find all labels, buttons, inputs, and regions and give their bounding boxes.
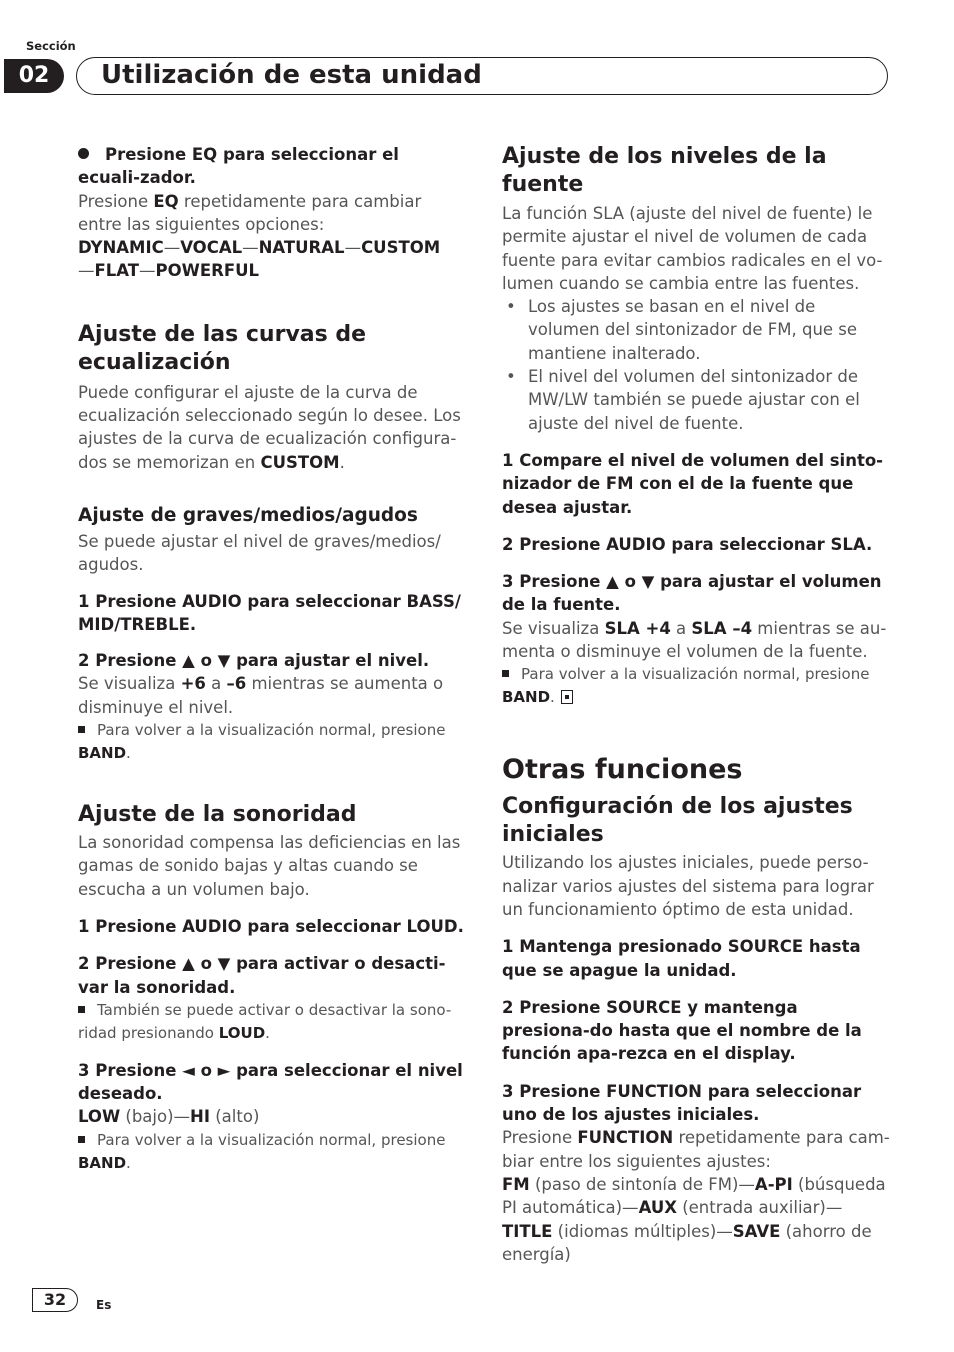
loud-levels: LOW (bajo)—HI (alto) — [78, 1107, 260, 1127]
loud-heading: Ajuste de la sonoridad — [78, 802, 357, 828]
loud-note-2: Para volver a la visualización normal, presione BAND. — [78, 1130, 446, 1172]
note-square-icon — [502, 670, 509, 677]
other-heading: Otras funciones — [502, 754, 743, 786]
loud-body: La sonoridad compensa las deficiencias en las gamas de sonido bajas y altas cuando se escucha a un volumen bajo. — [78, 833, 461, 899]
init-step-1: 1 Mantenga presionado SOURCE hasta que se apague la unidad. — [502, 937, 861, 980]
bullet-dot-icon — [78, 148, 89, 159]
init-body: Utilizando los ajustes iniciales, puede perso-nalizar varios ajustes del sistema para lograr un funcionamiento óptimo de esta unidad. — [502, 853, 874, 919]
sla-bullet-1: • Los ajustes se basan en el nivel de volumen del sintonizador de FM, que se mantiene inalterado. — [502, 295, 890, 365]
sla-step-3-body: Se visualiza SLA +4 a SLA –4 mientras se au-menta o disminuye el volumen de la fuente. — [502, 618, 887, 662]
tone-body: Se puede ajustar el nivel de graves/medios/ agudos. — [78, 531, 441, 575]
init-step-3: 3 Presione FUNCTION para seleccionar uno de los ajustes iniciales. — [502, 1081, 862, 1125]
init-heading: Configuración de los ajustes iniciales — [502, 794, 853, 848]
section-number: 02 — [4, 59, 64, 93]
loud-step-2: 2 Presione ▲ o ▼ para activar o desacti-var la sonoridad. — [78, 954, 446, 997]
sla-step-3: 3 Presione ▲ o ▼ para ajustar el volumen de la fuente. — [502, 572, 882, 615]
tone-step-2: 2 Presione ▲ o ▼ para ajustar el nivel. — [78, 651, 430, 671]
init-step-2: 2 Presione SOURCE y mantenga presiona-do hasta que el nombre de la función apa-rezca en el display. — [502, 997, 862, 1064]
left-column — [78, 143, 466, 1175]
sla-heading: Ajuste de los niveles de la fuente — [502, 144, 827, 197]
eq-body: Presione EQ repetidamente para cambiar entre las siguientes opciones: — [78, 191, 422, 234]
loud-note: También se puede activar o desactivar la sono-ridad presionando LOUD. — [78, 1000, 452, 1042]
sla-step-1: 1 Compare el nivel de volumen del sinto-nizador de FM con el de la fuente que desea ajustar. — [502, 450, 884, 517]
tone-note: Para volver a la visualización normal, presione BAND. — [78, 721, 446, 763]
sla-body: La función SLA (ajuste del nivel de fuente) le permite ajustar el nivel de volumen de cada fuente para evitar cambios radicales en el vo-lumen cuando se cambia entre las fuentes. — [502, 204, 883, 293]
section-label: Sección — [26, 39, 76, 53]
sla-bullet-2: • El nivel del volumen del sintonizador de MW/LW también se puede ajustar con el ajuste del nivel de fuente. — [502, 365, 890, 435]
init-options: FM (paso de sintonía de FM)—A-PI (búsqueda PI automática)—AUX (entrada auxiliar)—TITLE (idiomas múltiples)—SAVE (ahorro de energía) — [502, 1174, 886, 1264]
tone-step-2-body: Se visualiza +6 a –6 mientras se aumenta o disminuye el nivel. — [78, 674, 444, 717]
note-square-icon — [78, 1006, 85, 1013]
eq-options: DYNAMIC—VOCAL—NATURAL—CUSTOM —FLAT—POWERFUL — [78, 238, 441, 281]
curves-body: Puede configurar el ajuste de la curva de ecualización seleccionado según lo desee. Los ajustes de la curva de ecualización configura-dos se memorizan en CUSTOM. — [78, 382, 461, 472]
chapter-title-bar — [76, 57, 888, 95]
init-body-2: Presione FUNCTION repetidamente para cam-biar entre los siguientes ajustes: — [502, 1128, 890, 1171]
tone-step-1: 1 Presione AUDIO para seleccionar BASS/ MID/TREBLE. — [78, 591, 461, 634]
page-number: 32 — [32, 1288, 78, 1312]
sla-note: Para volver a la visualización normal, presione BAND. — [502, 665, 870, 707]
curves-heading: Ajuste de las curvas de ecualización — [78, 321, 367, 375]
eq-step: Presione EQ para seleccionar el ecuali-zador. — [78, 145, 399, 188]
chapter-title: Utilización de esta unidad — [101, 60, 482, 90]
note-square-icon — [78, 1136, 85, 1143]
loud-step-3: 3 Presione ◄ o ► para seleccionar el nivel deseado. — [78, 1060, 463, 1104]
tone-heading: Ajuste de graves/medios/agudos — [78, 504, 418, 526]
sla-step-2: 2 Presione AUDIO para seleccionar SLA. — [502, 534, 873, 554]
loud-step-1: 1 Presione AUDIO para seleccionar LOUD. — [78, 916, 464, 936]
right-column — [502, 143, 890, 1266]
language-code: Es — [96, 1298, 112, 1312]
end-mark-icon — [561, 690, 573, 704]
note-square-icon — [78, 726, 85, 733]
